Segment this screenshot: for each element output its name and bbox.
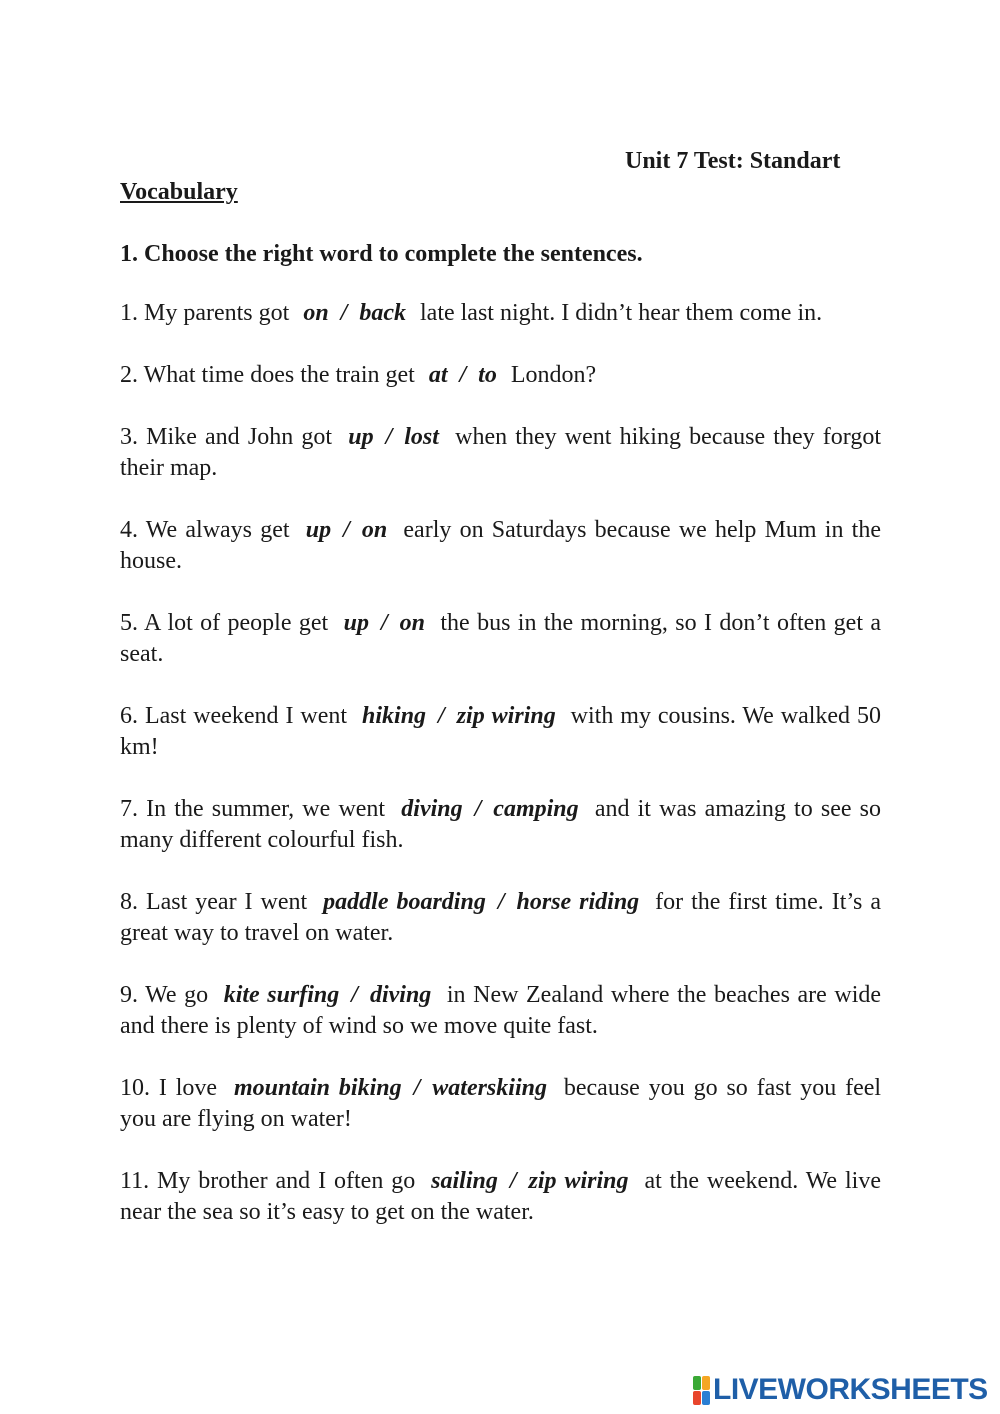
option-one[interactable]: up <box>343 610 369 636</box>
question-text-before: 6. Last weekend I went <box>120 703 348 729</box>
question-text-before: 7. In the summer, we went <box>120 796 386 822</box>
option-one[interactable]: at <box>428 362 448 388</box>
option-separator: / <box>438 703 445 729</box>
question-text-before: 10. I love <box>120 1075 218 1101</box>
question-text-after: London? <box>510 362 597 388</box>
question-text-before: 8. Last year I went <box>120 889 308 915</box>
question-list <box>120 298 881 1228</box>
question-text-before: 1. My parents got <box>120 300 290 326</box>
question-text-before: 11. My brother and I often go <box>120 1168 416 1194</box>
question-text-after: and it was amazing to see so many different colourful fish. <box>120 796 882 853</box>
question-text-after: when they went hiking because they forgot their map. <box>120 424 882 481</box>
option-two[interactable]: zip wiring <box>456 703 556 729</box>
question-text-before: 9. We go <box>120 982 209 1008</box>
option-two[interactable]: on <box>399 610 425 636</box>
option-one[interactable]: mountain biking <box>233 1075 402 1101</box>
question-text-after: early on Saturdays because we help Mum in the house. <box>120 517 882 574</box>
question-text-after: for the first time. It’s a great way to travel on water. <box>120 889 882 946</box>
question-text-after: late last night. I didn’t hear them come in. <box>420 300 823 326</box>
question-item <box>120 515 881 577</box>
option-one[interactable]: kite surfing <box>223 982 340 1008</box>
option-two[interactable]: diving <box>369 982 432 1008</box>
question-item <box>120 887 881 949</box>
logo-block <box>702 1376 710 1390</box>
option-separator: / <box>385 424 393 450</box>
question-text-before: 5. A lot of people get <box>120 610 329 636</box>
option-two[interactable]: to <box>478 362 497 388</box>
option-two[interactable]: back <box>359 300 406 326</box>
liveworksheets-logo-icon <box>693 1376 710 1405</box>
option-separator: / <box>509 1168 517 1194</box>
liveworksheets-watermark <box>693 1375 988 1405</box>
question-text-before: 4. We always get <box>120 517 290 543</box>
question-item <box>120 298 881 329</box>
option-one[interactable]: hiking <box>362 703 427 729</box>
question-item <box>120 701 881 763</box>
option-separator: / <box>340 300 348 326</box>
question-item <box>120 980 881 1042</box>
option-two[interactable]: camping <box>493 796 579 822</box>
option-two[interactable]: zip wiring <box>528 1168 629 1194</box>
option-separator: / <box>351 982 358 1008</box>
question-item <box>120 608 881 670</box>
option-separator: / <box>474 796 482 822</box>
exercise-instruction: 1. Choose the right word to complete the sentences. <box>120 241 643 267</box>
question-text-after: at the weekend. We live near the sea so it’s easy to get on the water. <box>120 1168 881 1225</box>
option-two[interactable]: lost <box>404 424 439 450</box>
test-title: Unit 7 Test: Standart <box>625 148 841 174</box>
logo-block <box>693 1376 701 1390</box>
option-one[interactable]: on <box>303 300 329 326</box>
question-item <box>120 360 881 391</box>
question-item <box>120 1166 881 1228</box>
question-item <box>120 422 881 484</box>
question-text-before: 2. What time does the train get <box>120 362 415 388</box>
option-one[interactable]: up <box>305 517 332 543</box>
option-separator: / <box>459 362 467 388</box>
option-separator: / <box>497 889 505 915</box>
question-text-after: the bus in the morning, so I don’t often get a seat. <box>120 610 882 667</box>
option-separator: / <box>413 1075 421 1101</box>
option-two[interactable]: horse riding <box>516 889 640 915</box>
question-text-after: in New Zealand where the beaches are wide and there is plenty of wind so we move quite fast. <box>120 982 882 1039</box>
question-text-after: because you go so fast you feel you are flying on water! <box>120 1075 882 1132</box>
option-separator: / <box>380 610 388 636</box>
option-two[interactable]: waterskiing <box>432 1075 547 1101</box>
section-heading-vocabulary: Vocabulary <box>120 179 238 205</box>
option-one[interactable]: up <box>348 424 374 450</box>
logo-block <box>693 1391 701 1405</box>
option-one[interactable]: sailing <box>431 1168 498 1194</box>
option-two[interactable]: on <box>361 517 388 543</box>
question-text-before: 3. Mike and John got <box>120 424 333 450</box>
question-item <box>120 794 881 856</box>
question-item <box>120 1073 881 1135</box>
option-separator: / <box>343 517 350 543</box>
logo-block <box>702 1391 710 1405</box>
question-text-after: with my cousins. We walked 50 km! <box>120 703 882 760</box>
option-one[interactable]: paddle boarding <box>323 889 486 915</box>
option-one[interactable]: diving <box>401 796 463 822</box>
liveworksheets-logo-text: LIVEWORKSHEETS <box>713 1373 988 1406</box>
